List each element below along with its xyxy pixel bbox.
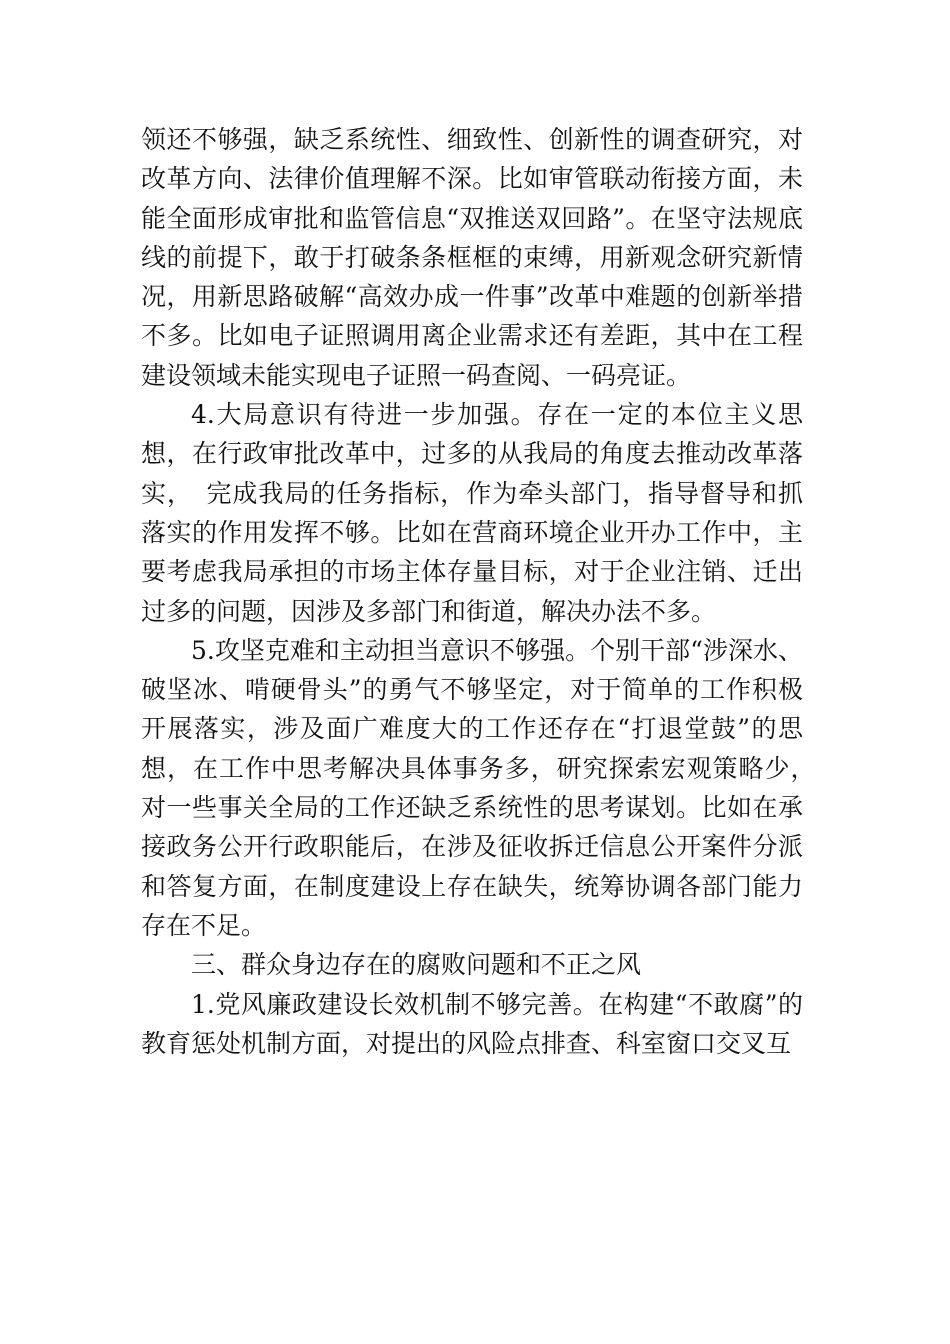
paragraph: 4.大局意识有待进一步加强。存在一定的本位主义思想，在行政审批改革中，过多的从我局的角度去推动改革落实， 完成我局的任务指标，作为牵头部门，指导督导和抓落实的作用发挥不够。比如在营商环境企业开办工作中，主要考虑我局承担的市场主体存量目标，对于企业注销、迁出过多的问题，因涉及多部门和街道，解决办法不多。 (141, 400, 803, 626)
document-body-text (141, 120, 829, 1063)
section-heading: 三、群众身边存在的腐败问题和不正之风 (191, 950, 642, 980)
paragraph: 领还不够强，缺乏系统性、细致性、创新性的调查研究，对改革方向、法律价值理解不深。比如审管联动衔接方面，未能全面形成审批和监管信息“双推送双回路”。在坚守法规底线的前提下，敢于打破条条框框的束缚，用新观念研究新情况，用新思路破解“高效办成一件事”改革中难题的创新举措不多。比如电子证照调用离企业需求还有差距，其中在工程建设领域未能实现电子证照一码查阅、一码亮证。 (141, 125, 803, 390)
paragraph: 5.攻坚克难和主动担当意识不够强。个别干部“涉深水、破坚冰、啃硬骨头”的勇气不够坚定，对于简单的工作积极开展落实，涉及面广难度大的工作还存在“打退堂鼓”的思想，在工作中思考解决具体事务多，研究探索宏观策略少， 对一些事关全局的工作还缺乏系统性的思考谋划。比如在承接政务公开行政职能后，在涉及征收拆迁信息公开案件分派和答复方面，在制度建设上存在缺失，统筹协调各部门能力存在不足。 (141, 635, 829, 940)
paragraph: 1.党风廉政建设长效机制不够完善。在构建“不敢腐”的教育惩处机制方面，对提出的风险点排查、科室窗口交叉互 (141, 989, 803, 1058)
